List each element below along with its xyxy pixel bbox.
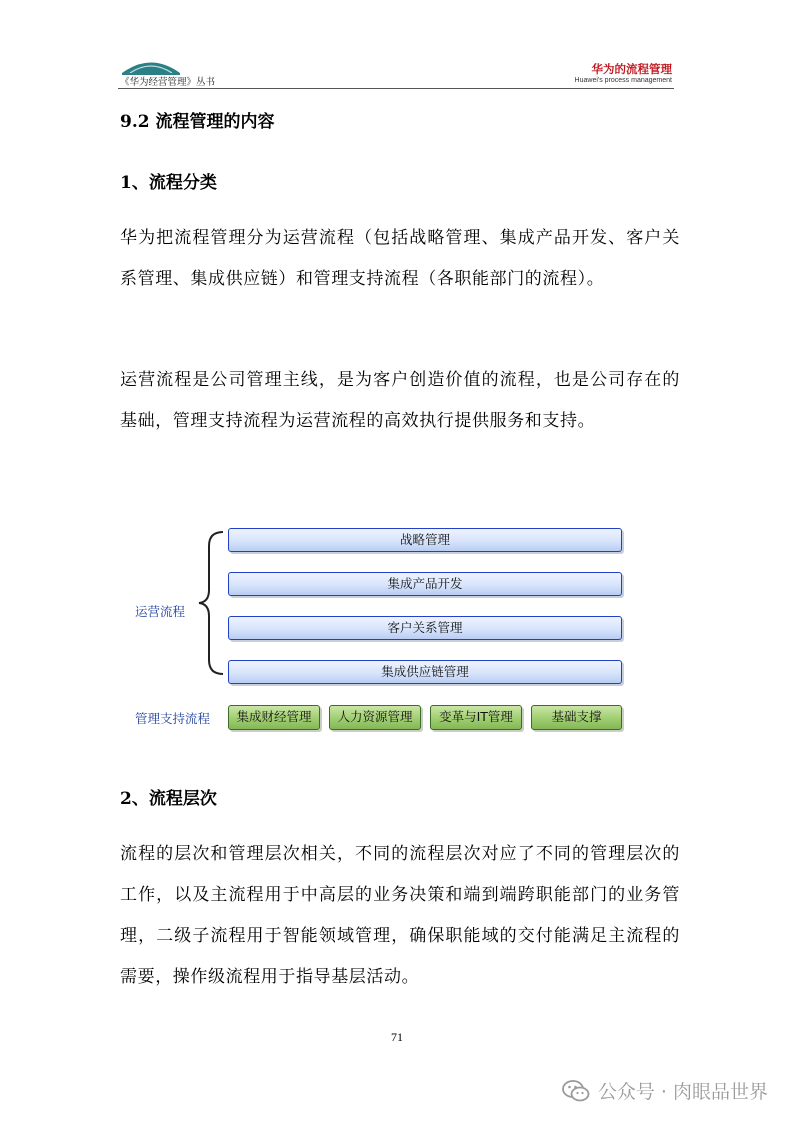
book-series: 《华为经营管理》丛书 bbox=[120, 77, 216, 88]
support-item: 人力资源管理 bbox=[329, 705, 421, 730]
page-number: 71 bbox=[391, 1030, 403, 1044]
support-item: 变革与IT管理 bbox=[430, 705, 522, 730]
roof-logo-icon bbox=[120, 54, 182, 76]
header-title: 华为的流程管理 bbox=[591, 62, 672, 76]
section-title: 9.2 流程管理的内容 bbox=[120, 112, 275, 132]
paragraph-1: 华为把流程管理分为运营流程（包括战略管理、集成产品开发、客户关系管理、集成供应链）和管理支持流程（各职能部门的流程）。 bbox=[120, 228, 680, 289]
ops-item: 战略管理 bbox=[228, 528, 622, 552]
ops-item: 集成产品开发 bbox=[228, 572, 622, 596]
paragraph-3: 流程的层次和管理层次相关，不同的流程层次对应了不同的管理层次的工作，以及主流程用于中高层的业务决策和端到端跨职能部门的业务管理，二级子流程用于智能领域管理，确保职能域的交付能满足主流程的需要，操作级流程用于指导基层活动。 bbox=[120, 844, 680, 987]
ops-item: 集成供应链管理 bbox=[228, 660, 622, 684]
header-rule bbox=[118, 88, 674, 89]
process-diagram bbox=[125, 518, 635, 740]
support-item: 基础支撑 bbox=[531, 705, 622, 730]
page-header bbox=[118, 54, 674, 90]
header-subtitle: Huawei's process management bbox=[574, 77, 672, 84]
ops-process-label: 运营流程 bbox=[135, 604, 186, 619]
ops-item: 客户关系管理 bbox=[228, 616, 622, 640]
watermark-text: 公众号 · 肉眼品世界 bbox=[597, 1081, 768, 1103]
watermark bbox=[562, 1077, 768, 1104]
support-item: 集成财经管理 bbox=[228, 705, 320, 730]
subsection-title-2: 2、流程层次 bbox=[120, 789, 217, 809]
wechat-icon bbox=[562, 1079, 590, 1103]
paragraph-2: 运营流程是公司管理主线，是为客户创造价值的流程，也是公司存在的基础，管理支持流程为运营流程的高效执行提供服务和支持。 bbox=[120, 370, 680, 431]
header-title-block bbox=[575, 62, 672, 85]
support-process-label: 管理支持流程 bbox=[135, 711, 211, 726]
subsection-title-1: 1、流程分类 bbox=[120, 173, 217, 193]
brace-icon bbox=[197, 530, 227, 676]
